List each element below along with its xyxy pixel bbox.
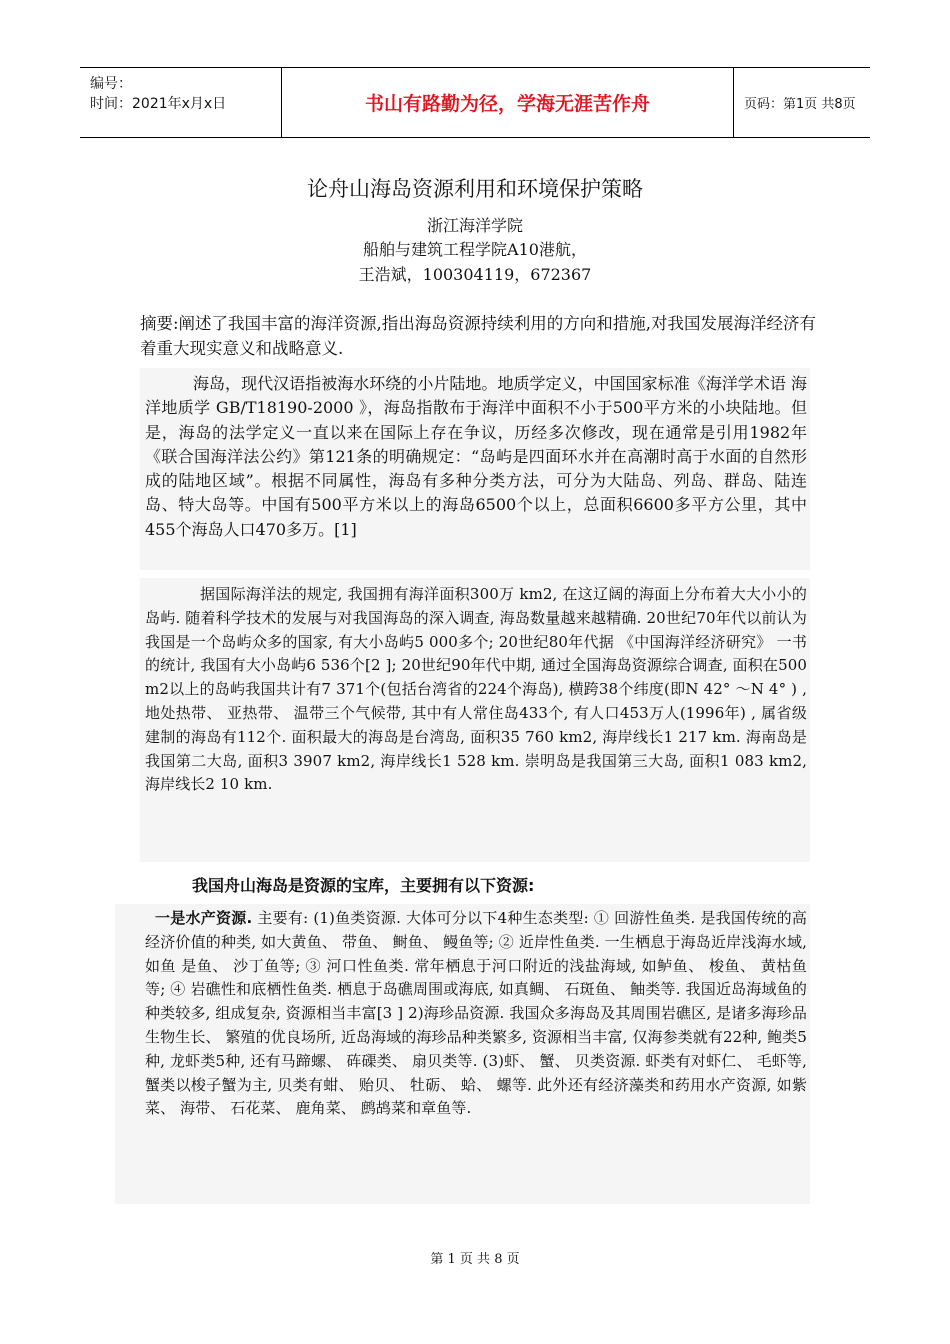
resources-heading: 我国舟山海岛是资源的宝库，主要拥有以下资源: xyxy=(192,876,535,895)
affiliation-school: 浙江海洋学院 xyxy=(426,216,523,235)
header-meta xyxy=(90,74,282,114)
paragraph-3-body: 主要有: (1)鱼类资源. 大体可分以下4种生态类型: ① 回游性鱼类. 是我国传统的高经济价值的种类, 如大黄鱼、 带鱼、 鲥鱼、 鳗鱼等; ② 近岸性鱼类. 一生栖息于海岛近岸浅海水域, 如鱼 是鱼、 沙丁鱼等; ③ 河口性鱼类. 常年栖息于河口附近的浅盐海域, 如鲈鱼、 梭鱼、 黄枯鱼等; ④ 岩礁性和底栖性鱼类. 栖息于岛礁周围或海底, 如真鲷、 石斑鱼、 鲉类等. 我国近岛海域鱼的种类较多, 组成复杂, 资源相当丰富[3 ] 2)海珍品资源. 我国众多海岛及其周围岩礁区, 是诸多海珍品生物生长、 繁殖的优良场所, 近岛海域的海珍品种类繁多, 资源相当丰富, 仅海参类就有22种, 鲍类5种, 龙虾类5种, 还有马蹄螺、 砗磲类、 扇贝类等. (3)虾、 蟹、 贝类资源. 虾类有对虾仁、 毛虾等, 蟹类以梭子蟹为主, 贝类有蚶、 贻贝、 牡砺、 蛤、 螺等. 此外还有经济藻类和药用水产资源, 如紫菜、 海带、 石花菜、 鹿角菜、 鹧鸪菜和章鱼等. xyxy=(145,909,808,1118)
time-label: 时间：2021年x月x日 xyxy=(90,96,227,112)
header-page-info: 页码：第1页 共8页 xyxy=(744,97,856,112)
paragraph-3-lead: 一是水产资源. xyxy=(155,909,253,927)
document-header xyxy=(80,67,870,138)
paragraph-1: 海岛，现代汉语指被海水环绕的小片陆地。地质学定义，中国国家标准《海洋学术语 海洋地质学 GB/T18190-2000 》，海岛指散布于海洋中面积不小于500平方米的小块陆地。但是，海岛的法学定义一直以来在国际上存在争议，历经多次修改，现在通常是引用1982年《联合国海洋法公约》第121条的明确规定：“岛屿是四面环水并在高潮时高于水面的自然形成的陆地区域”。根据不同属性，海岛有多种分类方法，可分为大陆岛、列岛、群岛、陆连岛、特大岛等。中国有500平方米以上的海岛6500个以上，总面积6600多平方公里，其中455个海岛人口470多万。[1] xyxy=(145,374,807,539)
page-footer: 第 1 页 共 8 页 xyxy=(430,1252,520,1267)
document-title: 论舟山海岛资源利用和环境保护策略 xyxy=(307,177,643,201)
paragraph-2: 据国际海洋法的规定, 我国拥有海洋面积300万 km2, 在这辽阔的海面上分布着大大小小的岛屿. 随着科学技术的发展与对我国海岛的深入调查, 海岛数量越来越精确. 20世纪70年代以前认为我国是一个岛屿众多的国家, 有大小岛屿5 000多个; 20世纪80年代据 《中国海洋经济研究》 一书的统计, 我国有大小岛屿6 536个[2 ]; 20世纪90年代中期, 通过全国海岛资源综合调查, 面积在500 m2以上的岛屿我国共计有7 371个(包括台湾省的224个海岛), 横跨38个纬度(即N 42° ～N 4° ) , 地处热带、 亚热带、 温带三个气候带, 其中有人常住岛433个, 有人口453万人(1996年) , 属省级建制的海岛有112个. 面积最大的海岛是台湾岛, 面积35 760 km2, 海岸线长1 217 km. 海南岛是我国第二大岛, 面积3 3907 km2, 海岸线长1 528 km. 崇明岛是我国第三大岛, 面积1 083 km2, 海岸线长2 10 km. xyxy=(145,585,807,794)
header-motto: 书山有路勤为径，学海无涯苦作舟 xyxy=(281,68,734,137)
affiliation-author: 王浩斌，100304119，672367 xyxy=(358,265,592,284)
paragraph-3 xyxy=(145,907,807,1121)
number-label: 编号： xyxy=(90,76,132,92)
abstract: 摘要:阐述了我国丰富的海洋资源,指出海岛资源持续利用的方向和措施,对我国发展海洋经济有着重大现实意义和战略意义. xyxy=(140,314,817,358)
affiliation-department: 船舶与建筑工程学院A10港航， xyxy=(363,240,587,259)
